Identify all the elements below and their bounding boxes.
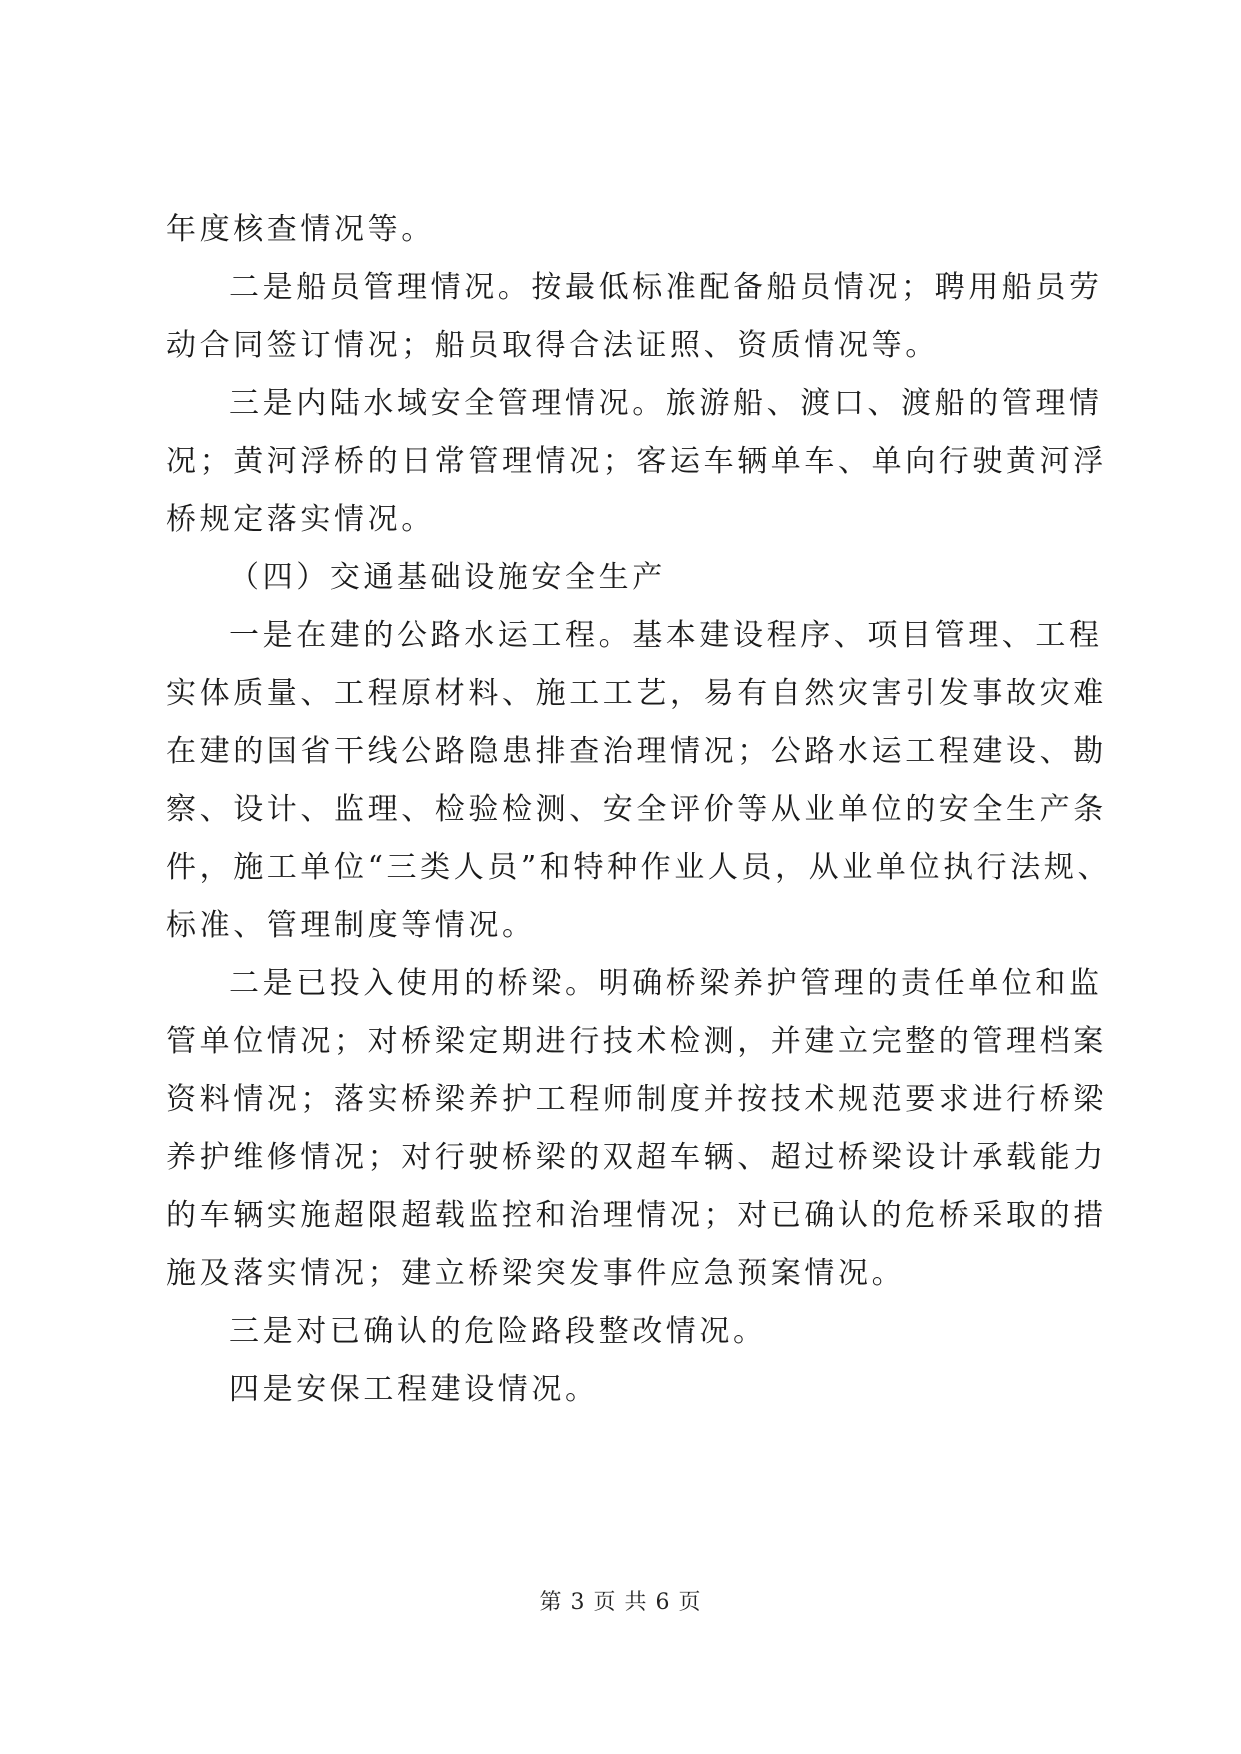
body-line: 施及落实情况；建立桥梁突发事件应急预案情况。 xyxy=(166,1256,906,1291)
body-line: 三是内陆水域安全管理情况。旅游船、渡口、渡船的管理情 xyxy=(229,386,1103,421)
page-number-footer: 第 3 页 共 6 页 xyxy=(539,1590,702,1615)
body-line: 实体质量、工程原材料、施工工艺，易有自然灾害引发事故灾难 xyxy=(166,676,1107,711)
body-line: 一是在建的公路水运工程。基本建设程序、项目管理、工程 xyxy=(229,618,1103,653)
body-line: 标准、管理制度等情况。 xyxy=(166,908,536,943)
body-line: 管单位情况；对桥梁定期进行技术检测，并建立完整的管理档案 xyxy=(166,1024,1107,1059)
body-line: 的车辆实施超限超载监控和治理情况；对已确认的危桥采取的措 xyxy=(166,1198,1107,1233)
body-line: 桥规定落实情况。 xyxy=(166,502,435,537)
body-line: 件，施工单位“三类人员”和特种作业人员，从业单位执行法规、 xyxy=(166,850,1112,885)
body-line: 察、设计、监理、检验检测、安全评价等从业单位的安全生产条 xyxy=(166,792,1107,827)
body-line: 况；黄河浮桥的日常管理情况；客运车辆单车、单向行驶黄河浮 xyxy=(166,444,1107,479)
body-line: 二是船员管理情况。按最低标准配备船员情况；聘用船员劳 xyxy=(229,270,1103,305)
body-line: 养护维修情况；对行驶桥梁的双超车辆、超过桥梁设计承载能力 xyxy=(166,1140,1107,1175)
body-line: 四是安保工程建设情况。 xyxy=(229,1372,599,1407)
body-line: 年度核查情况等。 xyxy=(166,212,435,247)
body-line: 动合同签订情况；船员取得合法证照、资质情况等。 xyxy=(166,328,939,363)
section-heading: （四）交通基础设施安全生产 xyxy=(229,560,666,595)
body-line: 三是对已确认的危险路段整改情况。 xyxy=(229,1314,767,1349)
body-line: 资料情况；落实桥梁养护工程师制度并按技术规范要求进行桥梁 xyxy=(166,1082,1107,1117)
body-line: 二是已投入使用的桥梁。明确桥梁养护管理的责任单位和监 xyxy=(229,966,1103,1001)
body-line: 在建的国省干线公路隐患排查治理情况；公路水运工程建设、勘 xyxy=(166,734,1107,769)
